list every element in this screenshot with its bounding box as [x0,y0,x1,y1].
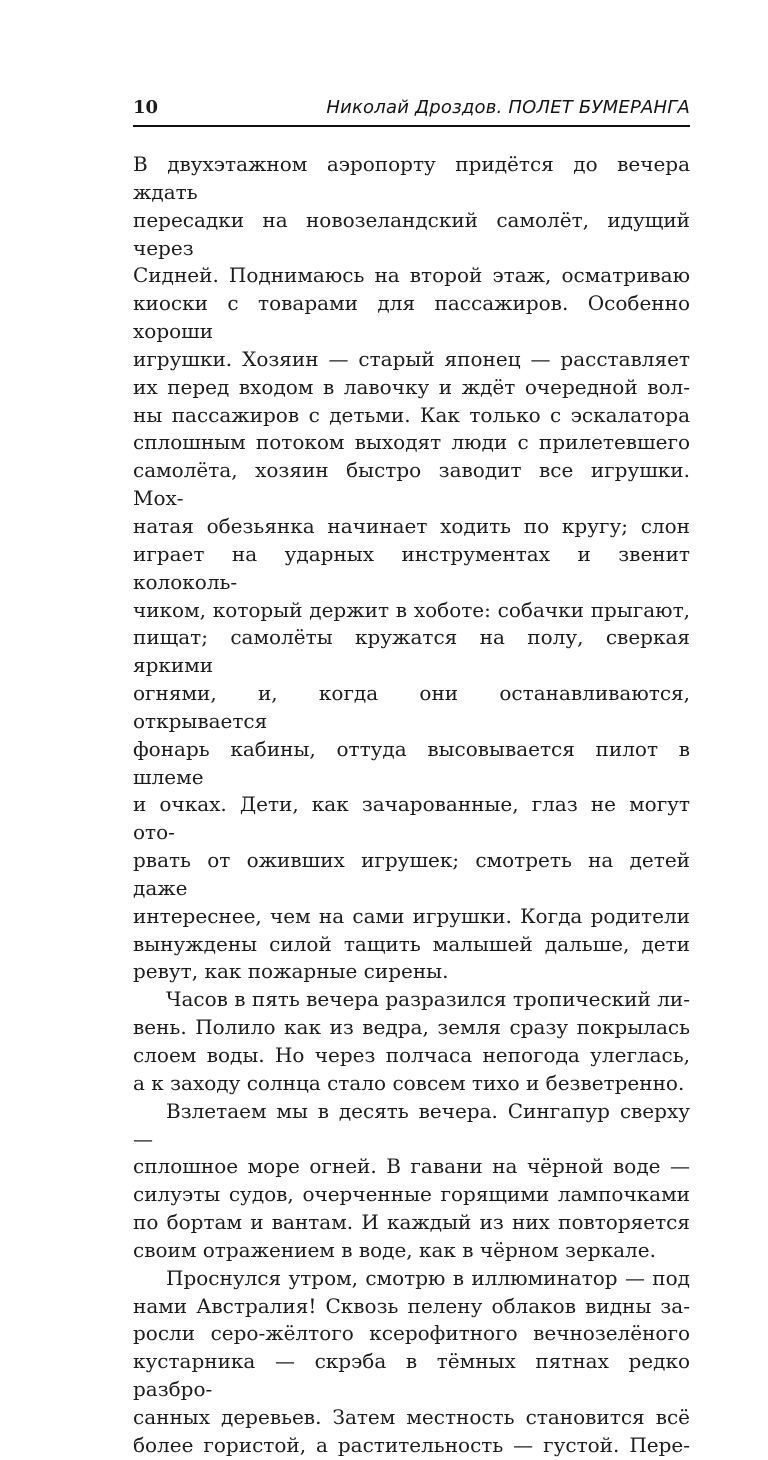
text-line: их перед входом в лавочку и ждёт очередной вол- [133,374,690,399]
text-line: Сидней. Поднимаюсь на второй этаж, осматриваю [133,263,690,288]
text-line: кустарника — скрэба в тёмных пятнах редко разбро- [133,1349,690,1402]
paragraph [133,1265,690,1460]
text-line: самолёта, хозяин быстро заводит все игрушки. Мох- [133,458,690,511]
text-line: сплошным потоком выходят люди с прилетевшего [133,430,690,455]
text-line: санных деревьев. Затем местность становится всё [133,1404,690,1429]
text-line: пищат; самолёты кружатся на полу, сверкая яркими [133,625,690,678]
text-line: огнями, и, когда они останавливаются, открывается [133,681,690,733]
text-line: нами Австралия! Сквозь пелену облаков видны за- [133,1293,690,1318]
text-line: Часов в пять вечера разразился тропический ли- [166,987,690,1012]
page-content [133,97,690,1460]
text-line: киоски с товарами для пассажиров. Особенно хороши [133,291,690,344]
text-line: фонарь кабины, оттуда высовывается пилот в шлеме [133,736,690,789]
text-line: рвать от оживших игрушек; смотреть на детей даже [133,848,690,900]
text-line: силуэты судов, очерченные горящими лампочками [133,1182,690,1207]
text-line: и очках. Дети, как зачарованные, глаз не могут ото- [133,792,690,845]
text-line: чиком, который держит в хоботе: собачки прыгают, [133,597,690,622]
text-line: а к заходу солнца стало совсем тихо и безветренно. [133,1070,685,1095]
text-line: Взлетаем мы в десять вечера. Сингапур сверху — [133,1098,690,1151]
paragraph [133,1098,690,1265]
text-line: интереснее, чем на сами игрушки. Когда родители [133,903,690,928]
text-line: играет на ударных инструментах и звенит колоколь- [133,541,690,594]
text-line: сплошное море огней. В гавани на чёрной воде — [133,1154,690,1179]
text-line: своим отражением в воде, как в чёрном зеркале. [133,1237,656,1262]
page-body [133,151,690,1460]
page-number: 10 [133,97,159,118]
text-line: вень. Полило как из ведра, земля сразу покрылась [133,1015,690,1040]
text-line: слоем воды. Но через полчаса непогода улеглась, [133,1043,690,1067]
text-line: росли серо-жёлтого ксерофитного вечнозелёного [133,1321,690,1346]
running-title: Николай Дроздов. ПОЛЕТ БУМЕРАНГА [326,97,690,118]
text-line: более гористой, а растительность — густой. Пере- [133,1432,690,1457]
header-rule [133,125,690,127]
paragraph [133,986,690,1097]
text-line: игрушки. Хозяин — старый японец — расставляет [133,346,690,371]
paragraph [133,151,690,986]
page-header [133,97,690,119]
text-line: пересадки на новозеландский самолёт, идущий через [133,207,690,260]
text-line: ревут, как пожарные сирены. [133,959,449,984]
text-line: вынуждены силой тащить малышей дальше, дети [133,931,690,956]
text-line: Проснулся утром, смотрю в иллюминатор — под [166,1265,690,1290]
text-line: ны пассажиров с детьми. Как только с эскалатора [133,402,690,427]
text-line: натая обезьянка начинает ходить по кругу; слон [133,513,690,538]
text-line: В двухэтажном аэропорту придётся до вечера ждать [133,152,690,204]
text-line: по бортам и вантам. И каждый из них повторяется [133,1210,690,1235]
